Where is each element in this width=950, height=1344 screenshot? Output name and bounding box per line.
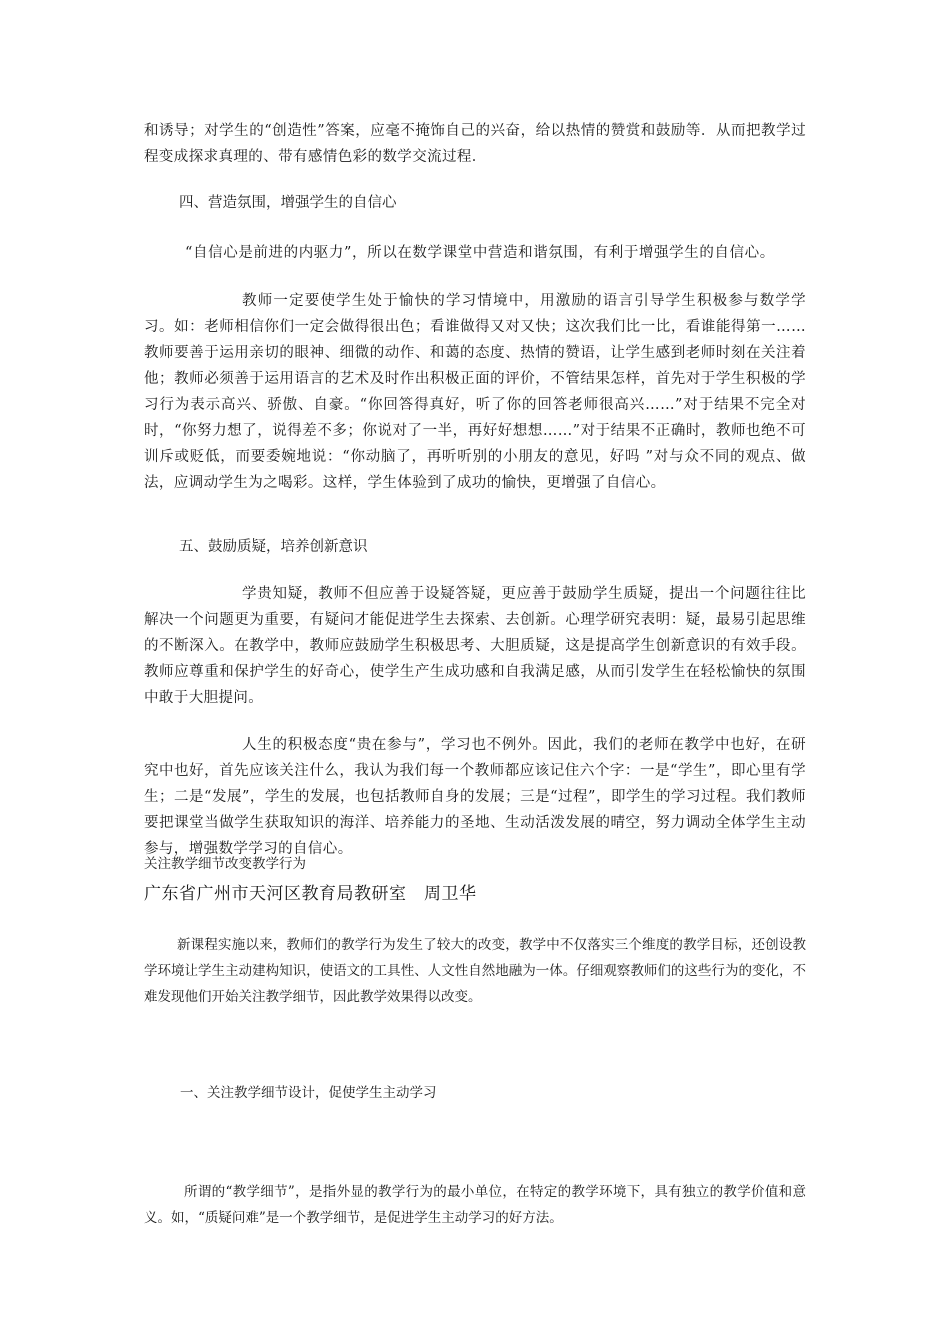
article1-closing-paragraph: 人生的积极态度“贵在参与”，学习也不例外。因此，我们的老师在教学中也好，在研究中也好，首先应该关注什么，我认为我们每一个教师都应该记住六个字：一是“学生”，即心里有学生；二是“发展”，学生的发展，也包括教师自身的发展；三是“过程”，即学生的学习过程。我们教师要把课堂当做学生获取知识的海洋、培养能力的圣地、生动活泼发展的晴空，努力调动全体学生主动参与，增强数学学习的自信心。 (144, 737, 806, 857)
article1-section4-heading: 四、营造氛围，增强学生的自信心 (179, 195, 397, 211)
article2-title: 关注教学细节改变教学行为 (144, 856, 306, 872)
article1-section5-paragraph: 学贵知疑，教师不但应善于设疑答疑，更应善于鼓励学生质疑，提出一个问题往往比解决一个问题更为重要，有疑问才能促进学生去探索、去创新。心理学研究表明：疑，最易引起思维的不断深入。在教学中，教师应鼓励学生积极思考、大胆质疑，这是提高学生创新意识的有效手段。教师应尊重和保护学生的好奇心，使学生产生成功感和自我满足感，从而引发学生在轻松愉快的氛围中敢于大胆提问。 (144, 586, 806, 706)
article2-section1-paragraph: 所谓的“教学细节”，是指外显的教学行为的最小单位，在特定的教学环境下，具有独立的教学价值和意义。如，“质疑问难”是一个教学细节，是促进学生主动学习的好方法。 (144, 1184, 806, 1226)
article1-section4-quote: “自信心是前进的内驱力”，所以在数学课堂中营造和谐氛围，有利于增强学生的自信心。 (185, 245, 775, 261)
article1-section5-heading: 五、鼓励质疑，培养创新意识 (179, 539, 368, 555)
article2-section1-heading: 一、关注教学细节设计，促使学生主动学习 (180, 1085, 437, 1101)
article1-intro-paragraph: 和诱导；对学生的“创造性”答案，应毫不掩饰自己的兴奋，给以热情的赞赏和鼓励等．从而把教学过程变成探求真理的、带有感情色彩的数学交流过程． (144, 123, 806, 165)
article2-intro-paragraph: 新课程实施以来，教师们的教学行为发生了较大的改变，教学中不仅落实三个维度的教学目标，还创设教学环境让学生主动建构知识，使语文的工具性、人文性自然地融为一体。仔细观察教师们的这些行为的变化，不难发现他们开始关注教学细节，因此教学效果得以改变。 (144, 937, 806, 1005)
article2-author: 广东省广州市天河区教育局教研室 周卫华 (144, 884, 477, 904)
article1-section4-paragraph: 教师一定要使学生处于愉快的学习情境中，用激励的语言引导学生积极参与数学学习。如：老师相信你们一定会做得很出色；看谁做得又对又快；这次我们比一比，看谁能得第一……教师要善于运用亲切的眼神、细微的动作、和蔼的态度、热情的赞语，让学生感到老师时刻在关注着他；教师必须善于运用语言的艺术及时作出积极正面的评价，不管结果怎样，首先对于学生积极的学习行为表示高兴、骄傲、自豪。“你回答得真好，听了你的回答老师很高兴……”对于结果不完全对时，“你努力想了，说得差不多；你说对了一半，再好好想想……”对于结果不正确时，教师也绝不可训斥或贬低，而要委婉地说：“你动脑了，再听听别的小朋友的意见，好吗 ”对与众不同的观点、做法，应调动学生为之喝彩。这样，学生体验到了成功的愉快，更增强了自信心。 (144, 293, 806, 491)
